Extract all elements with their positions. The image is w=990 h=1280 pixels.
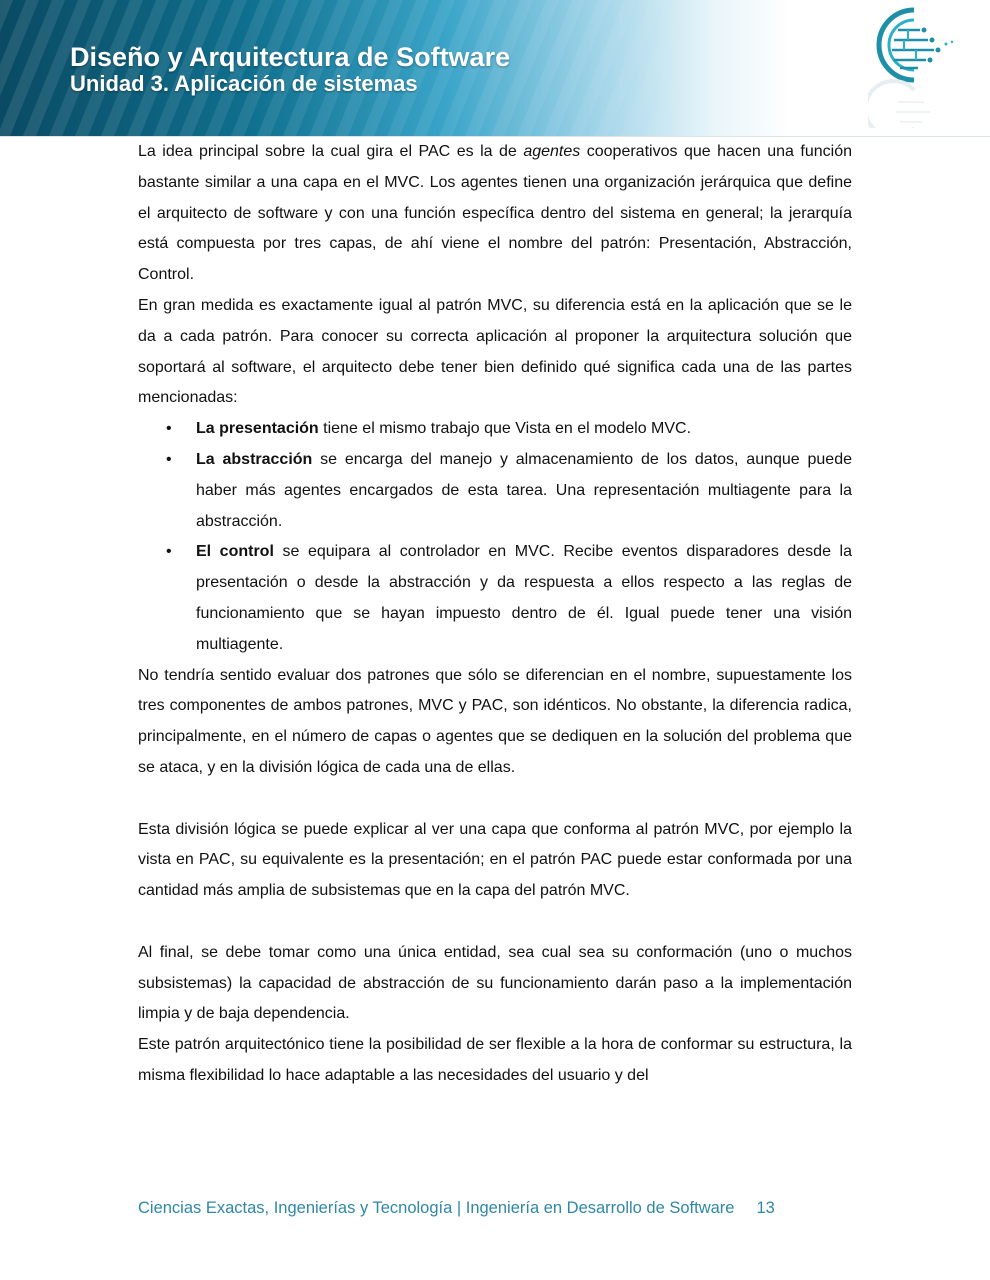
document-title: Diseño y Arquitectura de Software <box>70 42 511 72</box>
emphasis-agentes: agentes <box>523 143 581 160</box>
paragraph-2: En gran medida es exactamente igual al patrón MVC, su diferencia está en la aplicación que se le da a cada patrón. Para conocer su correcta aplicación al proponer la arquitectura solución que soportará al software, el arquitecto debe tener bien definido qué significa cada una de las partes mencionadas: <box>138 296 852 407</box>
paragraph-1: La idea principal sobre la cual gira el PAC es la de agentes cooperativos que hacen una función bastante similar a una capa en el MVC. Los agentes tienen una organización jerárquica que define el arquitecto de software y con una función específica dentro del sistema en general; la jerarquía está compuesta por tres capas, de ahí viene el nombre del patrón: Presentación, Abstracción, Control. <box>138 143 853 284</box>
circuit-logo-icon <box>868 4 960 128</box>
list-item: • La presentación tiene el mismo trabajo que Vista en el modelo MVC. <box>196 414 852 445</box>
footer-text: Ciencias Exactas, Ingenierías y Tecnología | Ingeniería en Desarrollo de Software <box>138 1199 735 1217</box>
paragraph-6: Este patrón arquitectónico tiene la posibilidad de ser flexible a la hora de conformar su estructura, la misma flexibilidad lo hace adaptable a las necesidades del usuario y del <box>138 1036 852 1084</box>
page-number: 13 <box>756 1199 775 1217</box>
document-subtitle: Unidad 3. Aplicación de sistemas <box>70 71 418 96</box>
paragraph-3: No tendría sentido evaluar dos patrones que sólo se diferencian en el nombre, supuestamente los tres componentes de ambos patrones, MVC y PAC, son idénticos. No obstante, la diferencia radica, principalmente, en el número de capas o agentes que se dediquen en la solución del problema que se ataca, y en la división lógica de cada una de ellas. <box>138 666 852 776</box>
header-banner <box>0 0 990 137</box>
list-item: • La abstracción se encarga del manejo y almacenamiento de los datos, aunque puede haber más agentes encargados de esta tarea. Una representación multiagente para la abstracción. <box>196 445 852 537</box>
page-footer <box>138 1199 775 1218</box>
paragraph-4: Esta división lógica se puede explicar al ver una capa que conforma al patrón MVC, por ejemplo la vista en PAC, su equivalente es la presentación; en el patrón PAC puede estar conformada por una cantidad más amplia de subsistemas que en la capa del patrón MVC. <box>138 820 852 900</box>
paragraph-5: Al final, se debe tomar como una única entidad, sea cual sea su conformación (uno o muchos subsistemas) la capacidad de abstracción de su funcionamiento darán paso a la implementación limpia y de baja dependencia. <box>138 943 852 1023</box>
pac-components-list <box>138 414 852 660</box>
document-body <box>138 137 852 1092</box>
list-item: • El control se equipara al controlador en MVC. Recibe eventos disparadores desde la presentación o desde la abstracción y da respuesta a ellos respecto a las reglas de funcionamiento que se hayan impuesto dentro de él. Igual puede tener una visión multiagente. <box>196 537 852 660</box>
